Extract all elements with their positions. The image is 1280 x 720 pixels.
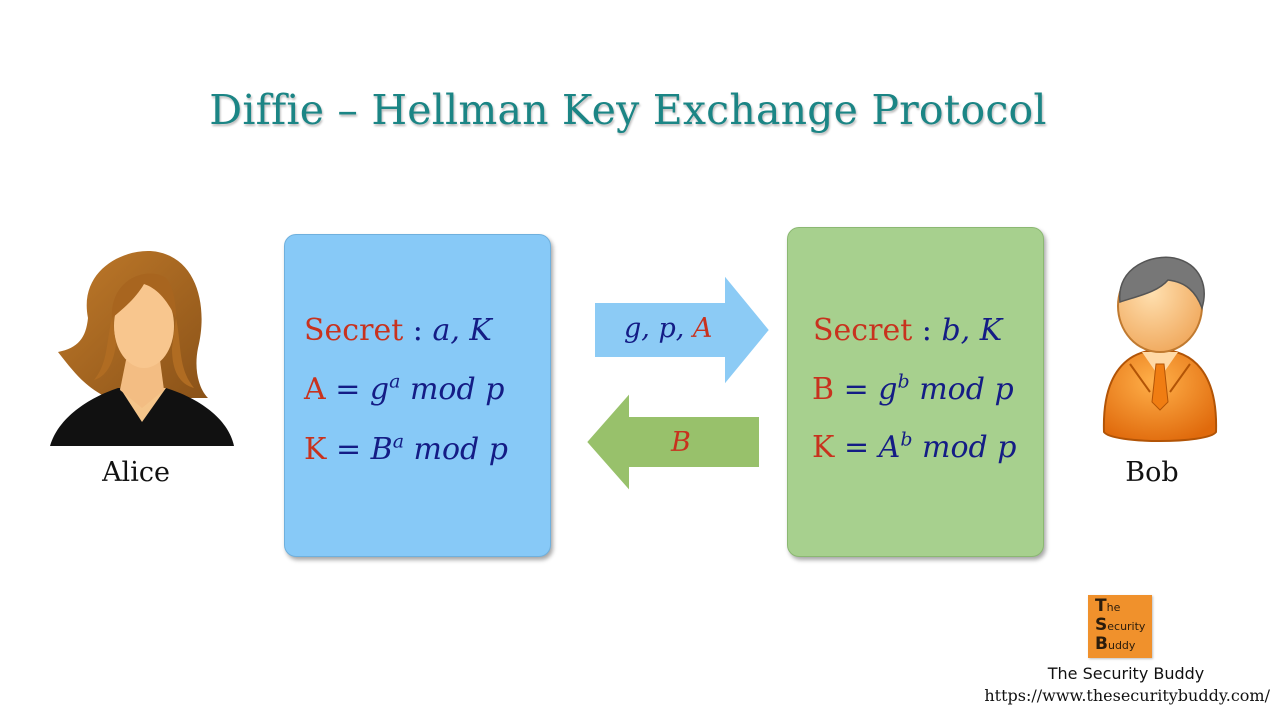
alice-avatar-icon — [48, 248, 238, 453]
arrow-to-alice-label: B — [671, 427, 691, 458]
diagram-title: Diffie – Hellman Key Exchange Protocol — [209, 86, 1047, 134]
alice-eq1: $A = g^a$ mod p — [304, 370, 505, 407]
alice-label: Alice — [102, 457, 170, 488]
bob-secret-label: Secret — [813, 313, 913, 348]
alice-eq2: $K = B^a$ mod p — [304, 430, 509, 467]
brand-url: https://www.thesecuritybuddy.com/ — [984, 686, 1270, 705]
alice-secret-line: Secret : a, K — [304, 313, 492, 348]
alice-secret-vars: a, K — [432, 313, 492, 348]
alice-secret-label: Secret — [304, 313, 404, 348]
bob-label: Bob — [1125, 457, 1179, 488]
bob-eq2: $K = A^b$ mod p — [812, 428, 1017, 465]
brand-name: The Security Buddy — [1047, 664, 1205, 683]
bob-secret-vars: b, K — [941, 313, 1003, 348]
bob-eq1: $B = g^b$ mod p — [812, 370, 1014, 407]
security-buddy-logo: The Security Buddy — [1088, 595, 1152, 658]
bob-secret-line: Secret : b, K — [813, 313, 1003, 348]
bob-avatar-icon — [1098, 252, 1222, 447]
arrow-to-bob-label: g, p, A — [624, 313, 713, 344]
